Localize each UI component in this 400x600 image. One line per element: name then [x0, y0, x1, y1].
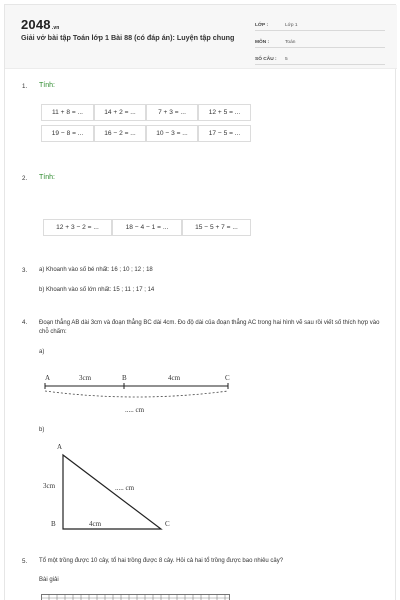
answer-label: Bài giải — [39, 577, 59, 583]
question-4-text: Đoạn thẳng AB dài 3cm và đoạn thẳng BC dài 4cm. Đo độ dài của đoạn thẳng AC trong hai hình vẽ sau rồi viết số thích hợp vào chỗ chấm: — [39, 320, 380, 336]
q1-cell: 7 + 3 = ... — [146, 104, 198, 121]
q1-cell: 19 − 8 = ... — [41, 125, 94, 142]
triangle-length-ab: 3cm — [43, 482, 56, 490]
question-1-label: Tính: — [39, 82, 55, 89]
triangle-abc — [63, 455, 161, 529]
question-4a-label: a) — [39, 349, 45, 355]
meta-subject: MÔN : Toán — [255, 35, 385, 48]
header — [5, 5, 397, 69]
q1-cell: 11 + 8 = ... — [41, 104, 94, 121]
point-a: A — [45, 374, 51, 382]
question-4-number: 4. — [22, 319, 28, 326]
question-2-number: 2. — [22, 175, 28, 182]
brace-ac — [45, 391, 228, 397]
triangle-point-b: B — [51, 520, 56, 528]
site-logo[interactable]: 2048.vn — [21, 17, 60, 32]
question-5-number: 5. — [22, 558, 28, 565]
meta-panel — [255, 18, 385, 69]
question-4b-label: b) — [39, 427, 45, 433]
point-c: C — [225, 374, 230, 382]
question-5-text: Tổ một trồng được 10 cây, tổ hai trồng được 8 cây. Hỏi cả hai tổ trồng được bao nhiêu cây? — [39, 558, 284, 564]
q2-cell: 12 + 3 − 2 = ... — [43, 219, 112, 236]
q1-cell: 16 − 2 = ... — [94, 125, 146, 142]
triangle-point-a: A — [57, 443, 63, 451]
q1-cell: 14 + 2 = ... — [94, 104, 146, 121]
q2-cell: 15 − 5 + 7 = ... — [182, 219, 251, 236]
question-3b: b) Khoanh vào số lớn nhất: 15 ; 11 ; 17 ; 14 — [39, 287, 155, 293]
length-ab: 3cm — [79, 374, 92, 382]
question-1-number: 1. — [22, 83, 28, 90]
meta-count: SỐ CÂU : 5 — [255, 52, 385, 65]
triangle-length-ac: ..... cm — [115, 484, 135, 492]
length-ac-answer: ..... cm — [125, 406, 145, 414]
question-3-number: 3. — [22, 267, 28, 274]
meta-class: LỚP : Lớp 1 — [255, 18, 385, 31]
worksheet — [4, 4, 396, 600]
question-2-label: Tính: — [39, 174, 55, 181]
page-title: Giải vở bài tập Toán lớp 1 Bài 88 (có đáp án): Luyện tập chung — [21, 33, 235, 42]
triangle-length-bc: 4cm — [89, 520, 102, 528]
q1-cell: 12 + 5 = ... — [198, 104, 251, 121]
point-b: B — [122, 374, 127, 382]
q1-cell: 17 − 5 = ... — [198, 125, 251, 142]
length-bc: 4cm — [168, 374, 181, 382]
answer-grid[interactable] — [41, 594, 231, 600]
q2-cell: 18 − 4 − 1 = ... — [112, 219, 182, 236]
question-3a: a) Khoanh vào số bé nhất: 16 ; 10 ; 12 ; 18 — [39, 267, 153, 273]
q1-cell: 10 − 3 = ... — [146, 125, 198, 142]
triangle-point-c: C — [165, 520, 170, 528]
